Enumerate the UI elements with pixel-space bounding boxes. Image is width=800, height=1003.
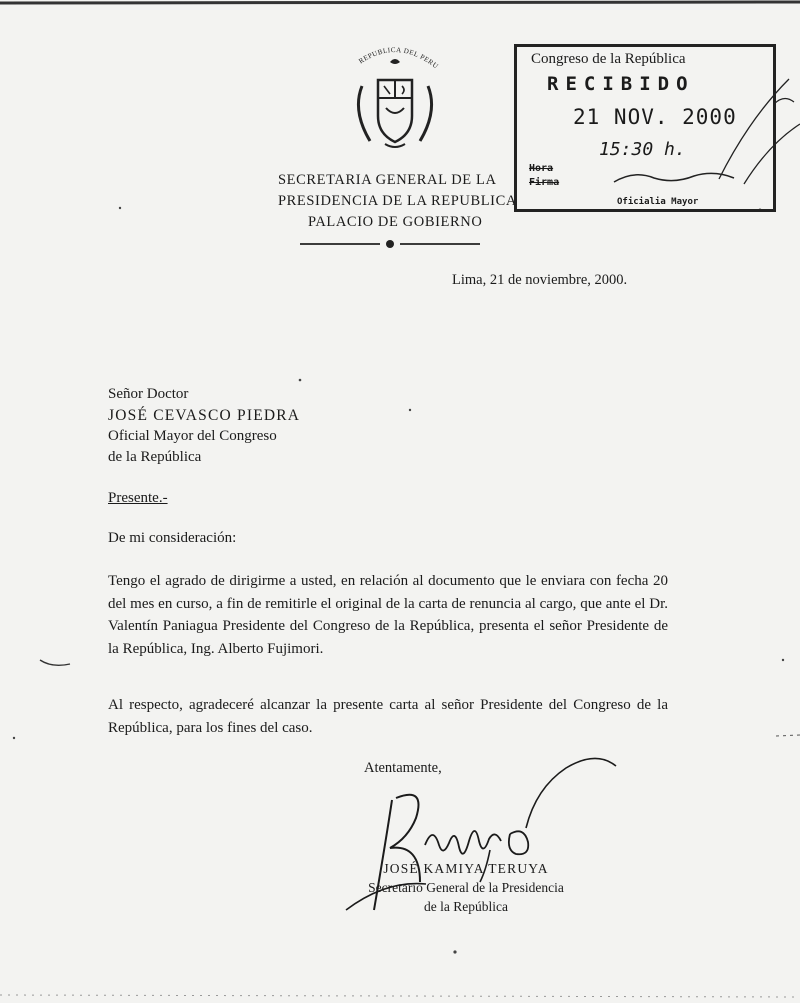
letterhead-rule (300, 238, 480, 250)
signer-name: JOSÉ KAMIYA TERUYA (383, 861, 549, 876)
stamp-time: 15:30 h. (599, 139, 686, 160)
date-line: Lima, 21 de noviembre, 2000. (452, 272, 628, 288)
greeting: De mi consideración: (108, 530, 237, 546)
recipient-block (108, 384, 300, 467)
stamp-office: Oficialia Mayor (617, 197, 699, 207)
letterhead (278, 170, 538, 233)
stamp-date: 21 NOV. 2000 (573, 105, 737, 129)
stamp-handwriting (514, 44, 800, 244)
letterhead-line-2: PRESIDENCIA DE LA REPUBLICA (278, 193, 517, 210)
seal-text: REPUBLICA DEL PERU (357, 45, 440, 71)
stamp-status: RECIBIDO (547, 73, 695, 95)
letterhead-line-1: SECRETARIA GENERAL DE LA (278, 172, 497, 188)
body-paragraph-1: Tengo el agrado de dirigirme a usted, en relación al documento que le enviara con fecha 20 del mes en curso, a fin de remitirle el original de la carta de renuncia al cargo, que ante el Dr. Valentín Paniagua Presidente del Congreso de la República, presenta el señor Presidente de la República, Ing. Alberto Fujimori. (108, 573, 668, 657)
body-paragraph-2: Al respecto, agradeceré alcanzar la presente carta al señor Presidente del Congreso de la República, para los fines del caso. (108, 697, 668, 736)
signer-block (336, 860, 596, 917)
signer-title-line-2: de la República (424, 898, 508, 914)
svg-text:REPUBLICA DEL PERU (357, 46, 439, 71)
letterhead-line-3: PALACIO DE GOBIERNO (308, 214, 483, 231)
coat-of-arms-icon (340, 38, 450, 158)
stamp-hora-label: Hora (529, 163, 554, 174)
signer-title-line-1: Secretario General de la Presidencia (368, 879, 564, 895)
recipient-title: Oficial Mayor del Congreso (108, 428, 277, 445)
recipient-org: de la República (108, 448, 202, 465)
stamp-firma-label: Firma (529, 177, 560, 188)
recipient-name: JOSÉ CEVASCO PIEDRA (108, 406, 301, 424)
stamp-institution: Congreso de la República (531, 51, 686, 67)
closing: Atentamente, (364, 760, 442, 776)
recipient-salutation: Señor Doctor (108, 386, 189, 402)
presente: Presente.- (108, 490, 168, 506)
